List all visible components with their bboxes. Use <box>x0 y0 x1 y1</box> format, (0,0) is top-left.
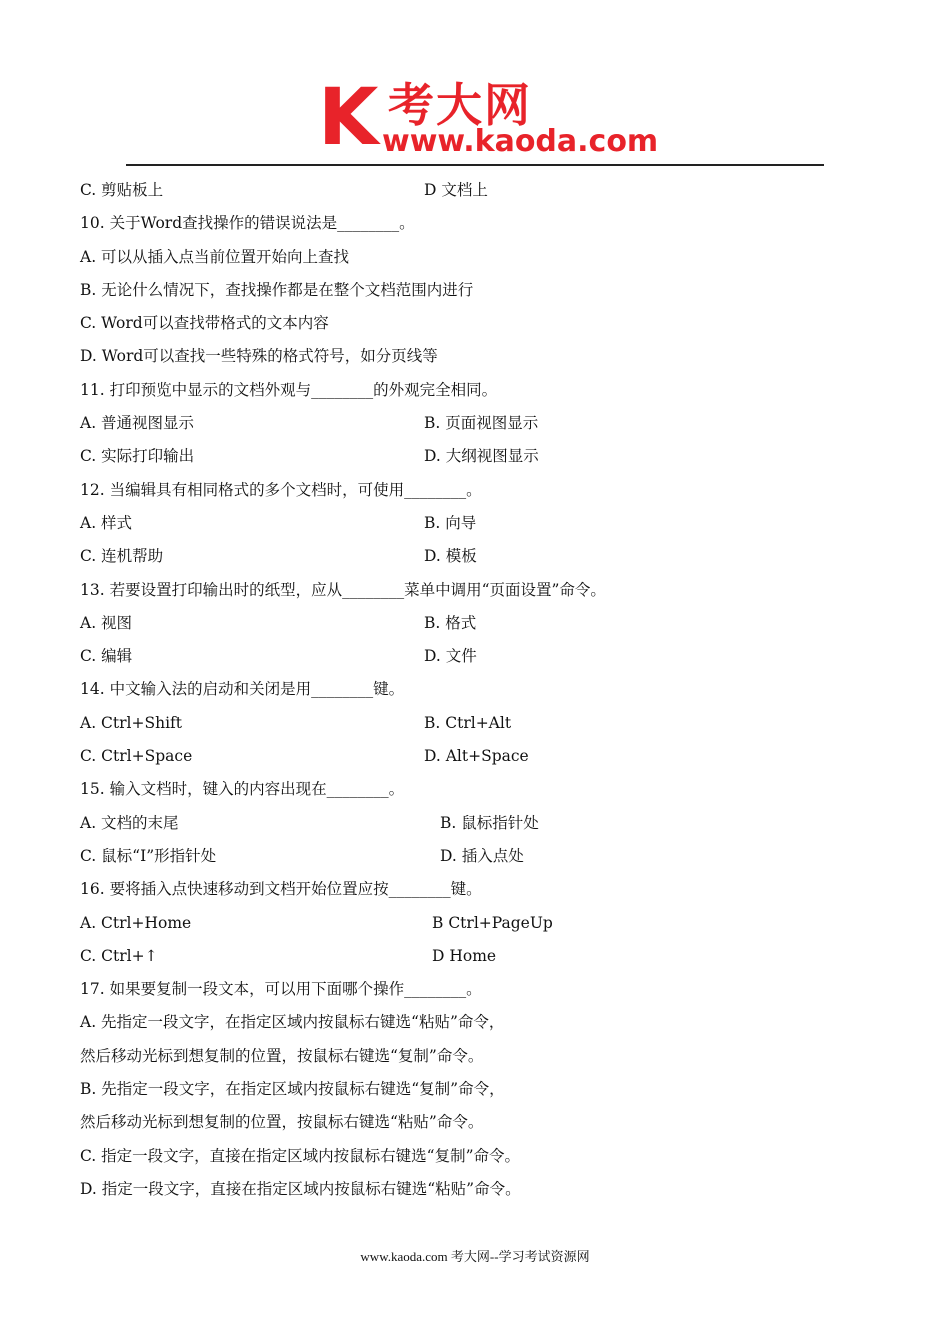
option-right: D. 插入点处 <box>440 846 524 865</box>
text-line <box>80 307 880 340</box>
logo-url: www.kaoda.com <box>382 124 659 159</box>
page-footer: www.kaoda.com 考大网--学习考试资源网 <box>360 1249 590 1264</box>
line-text: A. Ctrl+Shift <box>80 713 183 732</box>
line-text: 12. 当编辑具有相同格式的多个文档时，可使用________。 <box>80 480 482 499</box>
line-text: C. Word可以查找带格式的文本内容 <box>80 314 329 333</box>
text-line <box>80 1073 880 1106</box>
option-right: B. 向导 <box>424 513 477 532</box>
text-line <box>80 940 880 973</box>
option-right: D. 模板 <box>424 547 477 566</box>
option-right: B. Ctrl+Alt <box>424 713 512 732</box>
text-line <box>80 440 880 473</box>
text-line <box>80 407 880 440</box>
line-text: 10. 关于Word查找操作的错误说法是________。 <box>80 214 415 233</box>
text-line <box>80 840 880 873</box>
line-text: A. 可以从插入点当前位置开始向上查找 <box>80 247 350 266</box>
kaoda-logo <box>318 73 659 163</box>
text-line <box>80 274 880 307</box>
text-line <box>80 574 880 607</box>
line-text: A. 视图 <box>80 613 133 632</box>
text-line <box>80 773 880 806</box>
text-line <box>80 207 880 240</box>
line-text: 13. 若要设置打印输出时的纸型，应从________菜单中调用“页面设置”命令。 <box>80 580 606 599</box>
line-text: 15. 输入文档时，键入的内容出现在________。 <box>80 780 405 799</box>
text-line <box>80 340 880 373</box>
logo-k-mark: K <box>318 73 377 163</box>
option-right: D 文档上 <box>424 181 488 199</box>
text-line <box>80 374 880 407</box>
text-line <box>80 507 880 540</box>
text-line <box>80 1006 880 1039</box>
option-right: D. 大纲视图显示 <box>424 447 539 466</box>
option-right: D. Alt+Space <box>424 747 529 766</box>
line-text: 然后移动光标到想复制的位置，按鼠标右键选“粘贴”命令。 <box>80 1113 484 1132</box>
text-line <box>80 607 880 640</box>
option-right: D. 文件 <box>424 647 477 666</box>
line-text: C. 编辑 <box>80 647 133 666</box>
text-line <box>80 740 880 773</box>
line-text: C. 实际打印输出 <box>80 447 195 466</box>
line-text: C. Ctrl+↑ <box>80 946 158 965</box>
line-text: A. 先指定一段文字，在指定区域内按鼠标右键选“粘贴”命令， <box>80 1013 505 1032</box>
line-text: A. Ctrl+Home <box>80 913 192 932</box>
option-right: B. 页面视图显示 <box>424 414 539 433</box>
text-line <box>80 540 880 573</box>
line-text: 11. 打印预览中显示的文档外观与________的外观完全相同。 <box>80 380 498 399</box>
text-line <box>80 873 880 906</box>
line-text: 17. 如果要复制一段文本，可以用下面哪个操作________。 <box>80 980 482 999</box>
line-text: C. 指定一段文字，直接在指定区域内按鼠标右键选“复制”命令。 <box>80 1146 521 1165</box>
line-text: D. Word可以查找一些特殊的格式符号，如分页线等 <box>80 347 438 366</box>
text-line <box>80 640 880 673</box>
line-text: C. 剪贴板上 <box>80 181 164 199</box>
text-line <box>80 1040 880 1073</box>
text-line <box>80 1140 880 1173</box>
line-text: B. 无论什么情况下，查找操作都是在整个文档范围内进行 <box>80 280 474 299</box>
text-line <box>80 474 880 507</box>
line-text: 然后移动光标到想复制的位置，按鼠标右键选“复制”命令。 <box>80 1046 484 1065</box>
line-text: A. 文档的末尾 <box>80 813 179 832</box>
text-line <box>80 973 880 1006</box>
option-right: B. 格式 <box>424 613 477 632</box>
text-line <box>80 1106 880 1139</box>
line-text: C. Ctrl+Space <box>80 747 193 766</box>
text-line <box>80 907 880 940</box>
line-text: D. 指定一段文字，直接在指定区域内按鼠标右键选“粘贴”命令。 <box>80 1179 521 1198</box>
option-right: B Ctrl+PageUp <box>432 913 553 932</box>
text-line <box>80 1173 880 1206</box>
line-text: 14. 中文输入法的启动和关闭是用________键。 <box>80 680 405 699</box>
line-text: C. 鼠标“I”形指针处 <box>80 846 217 865</box>
question-list <box>80 174 880 1206</box>
line-text: 16. 要将插入点快速移动到文档开始位置应按________键。 <box>80 880 482 899</box>
text-line <box>80 673 880 706</box>
line-text: A. 普通视图显示 <box>80 414 195 433</box>
text-line <box>80 241 880 274</box>
text-line <box>80 807 880 840</box>
header-divider <box>126 164 824 166</box>
line-text: C. 连机帮助 <box>80 547 164 566</box>
text-line <box>80 174 880 207</box>
option-right: B. 鼠标指针处 <box>440 813 539 832</box>
text-line <box>80 707 880 740</box>
option-right: D Home <box>432 946 497 965</box>
line-text: B. 先指定一段文字，在指定区域内按鼠标右键选“复制”命令， <box>80 1080 505 1099</box>
logo-site-name: 考大网 <box>388 78 532 132</box>
line-text: A. 样式 <box>80 513 133 532</box>
